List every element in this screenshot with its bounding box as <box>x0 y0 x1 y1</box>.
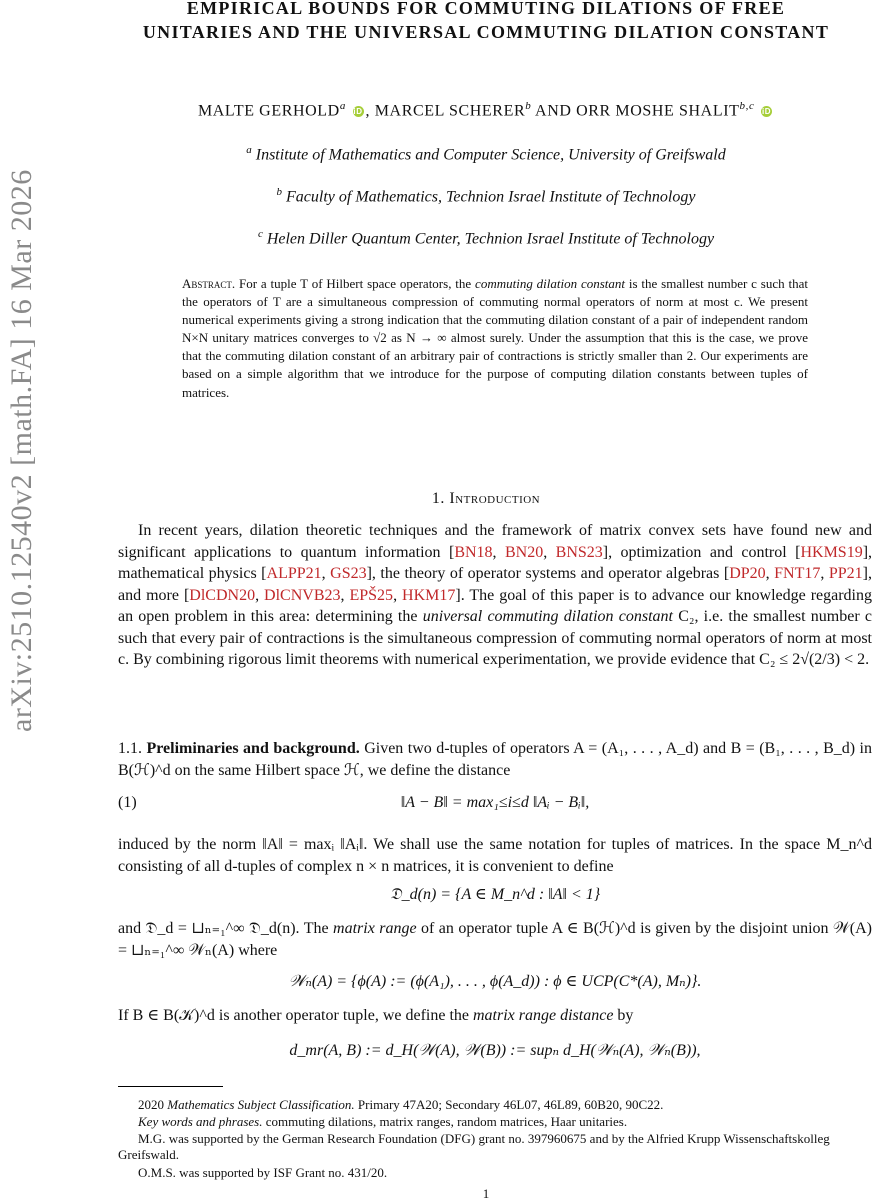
citation-link[interactable]: DlCDN20 <box>189 586 256 604</box>
citation-link[interactable]: DP20 <box>729 565 766 582</box>
preliminaries-paragraph: 1.1. Preliminaries and background. Given two d-tuples of operators A = (A₁, . . . , A_d) and B = (B₁, . . . , B_d) in B(ℋ)^d on the same Hilbert space ℋ, we define the distance <box>118 740 873 779</box>
abstract-label: Abstract. <box>182 276 236 291</box>
citation-link[interactable]: ALPP21 <box>266 565 322 582</box>
footnote-funding-mg: M.G. was supported by the German Research Foundation (DFG) grant no. 397960675 and by the Alfried Krupp Wissenschaftskolleg Greifswald. <box>118 1131 830 1162</box>
subsection-heading: Preliminaries and background. <box>146 740 360 757</box>
affiliation-a: $^a$ Institute of Mathematics and Computer Science, University of Greifswald <box>246 144 726 164</box>
author-name: MARCEL SCHERER <box>374 102 526 120</box>
citation-link[interactable]: EPŠ25 <box>349 586 394 604</box>
citation-link[interactable]: BN20 <box>504 543 544 561</box>
orcid-icon[interactable]: iD <box>761 107 772 117</box>
subsection-number: 1.1. <box>118 740 142 757</box>
footnote-divider <box>118 1086 223 1087</box>
section-heading-introduction: 1. Introduction <box>431 490 541 507</box>
equation-matrix-range-distance: d_mr(A, B) := d_H(𝒲(A), 𝒲(B)) := supₙ d_H(𝒲ₙ(A), 𝒲ₙ(B)), <box>289 1042 701 1059</box>
author-affil-mark: b <box>525 100 532 112</box>
norm-paragraph: induced by the norm ‖A‖ = maxᵢ ‖Aᵢ‖. We shall use the same notation for tuples of matrices. In the space M_n^d consisting of all d-tuples of complex n × n matrices, it is convenient to define <box>118 836 872 875</box>
equation-number: (1) <box>118 794 137 811</box>
title-line-1: EMPIRICAL BOUNDS FOR COMMUTING DILATIONS OF FREE <box>186 0 786 18</box>
citation-link[interactable]: GS23 <box>330 565 367 582</box>
affiliation-b: $^b$ Faculty of Mathematics, Technion Israel Institute of Technology <box>276 186 696 206</box>
footnote-funding-oms: O.M.S. was supported by ISF Grant no. 431/20. <box>138 1165 388 1180</box>
author-name: ORR MOSHE SHALIT <box>576 102 740 120</box>
author-affil-mark: a <box>339 100 346 112</box>
author-affil-mark: b,c <box>739 100 755 112</box>
citation-link[interactable]: PP21 <box>828 565 863 582</box>
citation-link[interactable]: DlCNVB23 <box>264 586 341 604</box>
citation-link[interactable]: BNS23 <box>555 543 603 561</box>
distance-paragraph: If B ∈ B(𝒦)^d is another operator tuple, we define the matrix range distance by <box>118 1007 634 1024</box>
citation-link[interactable]: FNT17 <box>774 565 821 582</box>
citation-link[interactable]: HKM17 <box>402 586 456 604</box>
citation-link[interactable]: BN18 <box>454 543 493 561</box>
equation-distance: ‖A − B‖ = max₁≤i≤d ‖Aᵢ − Bᵢ‖, <box>400 794 590 811</box>
arxiv-sidebar-id: arXiv:2510.12540v2 [math.FA] 16 Mar 2026 <box>5 169 38 732</box>
equation-unit-ball: 𝔇_d(n) = {A ∈ M_n^d : ‖A‖ < 1} <box>389 886 601 903</box>
affiliation-c: $^c$ Helen Diller Quantum Center, Technion Israel Institute of Technology <box>257 228 715 248</box>
citation-link[interactable]: HKMS19 <box>800 543 863 561</box>
footnote-keywords: Key words and phrases. commuting dilations, matrix ranges, random matrices, Haar unitaries. <box>138 1114 628 1129</box>
equation-matrix-range: 𝒲ₙ(A) = {ϕ(A) := (ϕ(A₁), . . . , ϕ(A_d)) : ϕ ∈ UCP(C*(A), Mₙ)}. <box>288 973 702 990</box>
abstract: Abstract. For a tuple T of Hilbert space operators, the commuting dilation constant is the smallest number c such that the operators of T are a simultaneous compression of commuting normal operators of norm at most c. We present numerical experiments giving a strong indication that the commuting dilation constant of a pair of independent random N×N unitary matrices converges to √2 as N → ∞ almost surely. Under the assumption that this is the case, we prove that the commuting dilation constant of an arbitrary pair of contractions is strictly smaller than 2. Our experiments are based on a simple algorithm that we introduce for the purpose of computing dilation constants between tuples of matrices. <box>182 276 808 400</box>
intro-paragraph: In recent years, dilation theoretic techniques and the framework of matrix convex sets have found new and significant applications to quantum information [BN18, BN20, BNS23], optimization and control [HKMS19], mathematical physics [ALPP21, GS23], the theory of operator systems and operator algebras [DP20, FNT17, PP21], and more [DlCDN20, DlCNVB23, EPŠ25, HKM17]. The goal of this paper is to advance our knowledge regarding an open problem in this area: determining the universal commuting dilation constant C₂, i.e. the smallest number c such that every pair of contractions is the simultaneous compression of commuting normal operators of norm at most c. By combining rigorous limit theorems with numerical experimentation, we provide evidence that C₂ ≤ 2√(2/3) < 2. <box>118 522 873 668</box>
orcid-icon[interactable]: iD <box>353 107 363 117</box>
page-number: 1 <box>482 1186 490 1201</box>
author-list: MALTE GERHOLD$^a$ iD , MARCEL SCHERER$^b$ AND ORR MOSHE SHALIT$^{b,c}$ iD <box>197 100 772 120</box>
paper-title <box>100 0 872 44</box>
author-name: MALTE GERHOLD <box>197 102 340 120</box>
matrix-range-paragraph: and 𝔇_d = ⊔ₙ₌₁^∞ 𝔇_d(n). The matrix range of an operator tuple A ∈ B(ℋ)^d is given by the disjoint union 𝒲(A) = ⊔ₙ₌₁^∞ 𝒲ₙ(A) where <box>118 920 872 959</box>
title-line-2: UNITARIES AND THE UNIVERSAL COMMUTING DILATION CONSTANT <box>142 22 830 42</box>
footnote-msc: 2020 Mathematics Subject Classification. Primary 47A20; Secondary 46L07, 46L89, 60B20, 90C22. <box>138 1097 664 1112</box>
